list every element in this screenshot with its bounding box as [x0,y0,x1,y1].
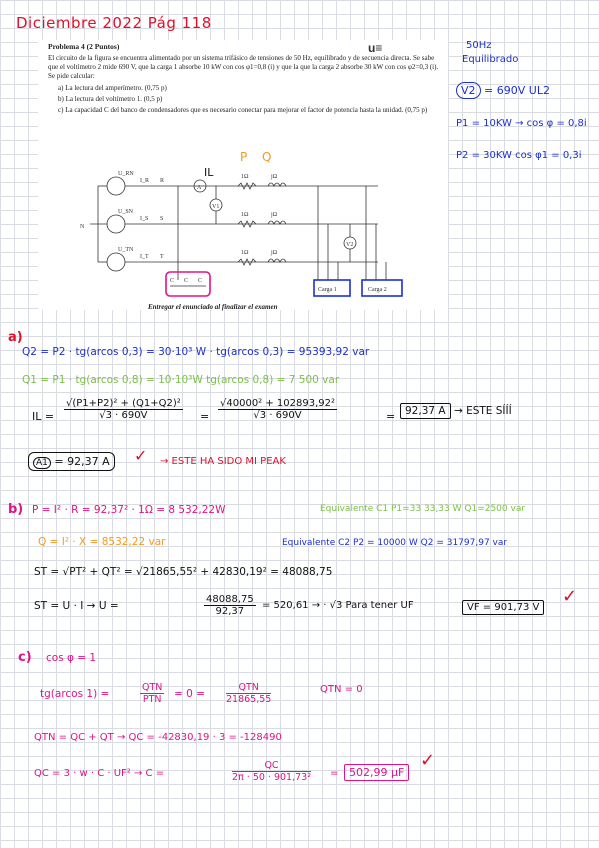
reactance-label: jΩ [271,250,278,256]
equals-sign: = [200,410,210,423]
part-c-tg-frac [140,682,164,705]
question-c: c) La capacidad C del banco de condensadores que es necesario conectar para mejorar el factor de potencia hasta la unidad. (0,75 p) [58,106,428,114]
part-b-vf-result: VF = 901,73 V [462,600,544,615]
note-v2 [456,84,550,97]
problem-title: Problema 4 (2 Puntos) [48,42,120,51]
load-1-label: Carga 1 [318,287,337,293]
c-denominator: 2π · 50 · 901,73² [232,772,312,783]
line-impedances [238,174,286,265]
annotation-p: P [240,150,248,164]
voltmeter-2-label: V2 [346,242,354,248]
part-b-u-frac [204,594,256,617]
part-b-equiv-c2: Equivalente C2 P2 = 10000 W Q2 = 31797,97 var [282,538,508,548]
il-denominator: √3 · 690V [99,410,148,421]
resistor-label: 1Ω [241,250,249,256]
v2-value: = 690V UL2 [484,84,550,97]
a1-circled-label: A1 [33,457,51,469]
neutral-label: N [80,224,85,230]
equals-sign: = [386,410,396,423]
part-b-label: b) [8,502,24,517]
part-b-q: Q = I² · X = 8532,22 var [38,536,166,548]
capacitor-label: C [184,278,189,284]
part-c-qc-eq: QC = 3 · w · C · UF² → C = [34,768,165,779]
il-mid-numerator: √40000² + 102893,92² [220,398,336,409]
check-mark: ✓ [134,446,148,465]
tg2-numerator: QTN [226,682,271,694]
phase-label-t: T [160,254,164,260]
part-a-q1: Q1 = P1 · tg(arcos 0,8) = 10·10³W tg(arcos 0,8) = 7 500 var [22,374,340,386]
annotation-q: Q [262,150,272,164]
tg2-denominator: 21865,55 [226,694,272,705]
load-2-label: Carga 2 [368,287,387,293]
equals-sign: = [330,768,339,779]
part-a-il-result [400,405,512,417]
source-label-rn: U_RN [118,171,134,177]
note-p1: P1 = 10KW → cos φ = 0,8i [456,118,587,129]
problem-statement: El circuito de la figura se encuentra alimentado por un sistema trifásico de tensiones de 50 Hz, equilibrado y de secuencia directa. Se sabe que el voltímetro 2 mide 690 V, que la carga 1 absorbe 10 kW con cos φ1=0,8 (i) y que la que la carga 2 absorbe 30 kW con cos φ2=0,3 (i). Se pide calcular: [48,54,439,80]
note-balanced: Equilibrado [462,54,519,65]
resistor-label: 1Ω [241,212,249,218]
capacitor-bank-highlight [166,272,210,296]
part-c-cos: cos φ = 1 [46,652,97,664]
exam-footer: Entregar el enunciado al finalizar el examen [148,303,278,311]
source-label-tn: U_TN [118,247,134,253]
il-note: → ESTE SÍÍÍ [453,405,512,417]
part-c-tg-lhs: tg(arcos 1) = [40,688,110,700]
il-result-box: 92,37 A [400,403,451,419]
part-a-q2: Q2 = P2 · tg(arcos 0,3) = 30·10³ W · tg(arcos 0,3) = 95393,92 var [22,346,370,358]
a1-value: = 92,37 A [54,455,110,468]
question-b: b) La lectura del voltímetro 1. (0,5 p) [58,95,163,103]
voltmeter-1-label: V1 [212,204,220,210]
capacitor-label: C [198,278,203,284]
part-a-il-frac [64,398,183,421]
part-a-peak-note: → ESTE HA SIDO MI PEAK [160,456,286,467]
part-a-ammeter-result [28,452,115,471]
note-p2: P2 = 30KW cos φ1 = 0,3i [456,150,582,161]
part-b-equiv-c1: Equivalente C1 P1=33 33,33 W Q1=2500 var [320,504,526,514]
part-b-st: ST = √PT² + QT² = √21865,55² + 42830,19² = 48088,75 [34,566,333,578]
note-frequency: 50Hz [466,40,492,51]
current-label-is: I_S [140,216,149,222]
resistor-label: 1Ω [241,174,249,180]
tg-denominator: PTN [142,694,162,705]
university-logo: u≡ [368,41,383,55]
check-mark: ✓ [420,750,436,771]
reactance-label: jΩ [271,212,278,218]
tg-numerator: QTN [142,682,163,693]
u-numerator: 48088,75 [206,594,254,605]
part-c-tg-frac2 [226,682,271,705]
part-a-il-lhs: IL = [32,410,55,423]
annotation-il: IL [204,166,214,179]
exam-sheet [38,40,448,310]
il-numerator: √(P1+P2)² + (Q1+Q2)² [66,398,181,409]
part-b-p: P = I² · R = 92,37² · 1Ω = 8 532,22W [32,504,226,516]
part-b-u-result: = 520,61 → · √3 Para tener UF [262,600,414,611]
phase-label-s: S [160,216,164,222]
part-c-qtn-eq: QTN = QC + QT → QC = -42830,19 · 3 = -128490 [34,732,282,743]
v2-circled-label: V2 [456,82,481,99]
check-mark: ✓ [562,586,578,607]
circuit-diagram [78,148,408,298]
u-denominator: 92,37 [215,606,245,617]
part-c-c-frac [232,760,311,783]
phase-label-r: R [160,178,165,184]
c-numerator: QC [232,760,311,772]
part-c-c-result: 502,99 μF [344,764,409,781]
part-c-label: c) [18,650,32,665]
part-c-tg-eq0: = 0 = [174,688,205,700]
il-mid-denominator: √3 · 690V [253,410,302,421]
capacitor-label: C [170,278,175,284]
part-b-sr: ST = U · I → U = [34,600,119,612]
question-a: a) La lectura del amperímetro. (0,75 p) [58,84,167,92]
ammeter-label: A [197,185,202,191]
part-a-il-mid-frac [218,398,337,421]
part-c-qtn: QTN = 0 [320,684,363,695]
reactance-label: jΩ [271,174,278,180]
page-title: Diciembre 2022 Pág 118 [16,14,212,32]
current-label-ir: I_R [140,178,149,184]
current-label-it: I_T [140,254,149,260]
source-label-sn: U_SN [118,209,134,215]
part-a-label: a) [8,330,23,345]
